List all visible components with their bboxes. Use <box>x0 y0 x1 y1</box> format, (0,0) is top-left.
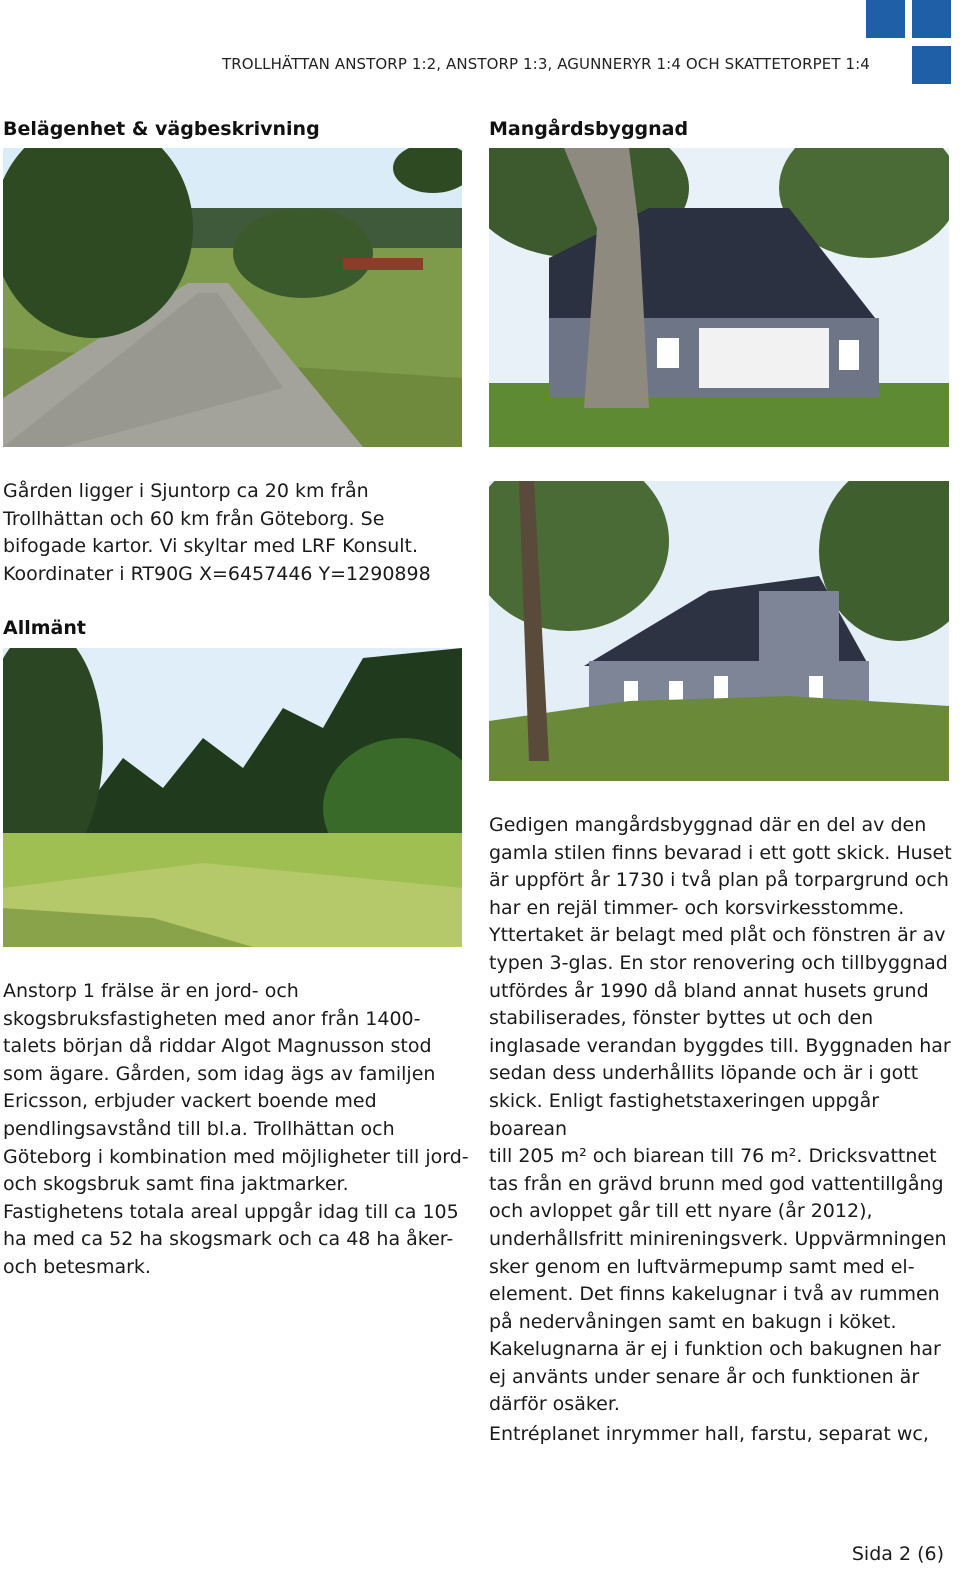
location-line: Trollhättan och 60 km från Göteborg. Se <box>3 507 385 530</box>
main-house-photo <box>489 148 949 447</box>
description-line: element. Det finns kakelugnar i två av rummen <box>489 1283 940 1306</box>
location-description <box>3 478 473 588</box>
general-line: Anstorp 1 frälse är en jord- och <box>3 980 299 1002</box>
logo-square-2 <box>912 0 951 38</box>
logo-square-3 <box>912 46 951 84</box>
description-line: inglasade verandan byggdes till. Byggnaden har <box>489 1034 951 1057</box>
main-building-description <box>489 812 959 1419</box>
location-line: Gården ligger i Sjuntorp ca 20 km från <box>3 480 369 502</box>
main-building-heading: Mangårdsbyggnad <box>489 118 689 140</box>
general-heading: Allmänt <box>3 617 86 639</box>
description-line: skick. Enligt fastighetstaxeringen uppgår boarean <box>489 1089 880 1140</box>
description-line: har en rejäl timmer- och korsvirkesstomme. <box>489 896 905 919</box>
general-line: pendlingsavstånd till bl.a. Trollhättan och <box>3 1117 395 1140</box>
general-line: och skogsbruk samt fina jaktmarker. <box>3 1173 349 1196</box>
logo-square-1 <box>866 0 905 38</box>
general-line: och betesmark. <box>3 1255 151 1278</box>
description-line: på nedervåningen samt en bakugn i köket. <box>489 1310 897 1333</box>
description-line: Kakelugnarna är ej i funktion och bakugnen har <box>489 1338 941 1361</box>
description-line: därför osäker. <box>489 1393 620 1416</box>
description-line: till 205 m² och biarean till 76 m². Dricksvattnet <box>489 1145 937 1168</box>
entry-floor-text: Entréplanet inrymmer hall, farstu, separat wc, <box>489 1423 929 1445</box>
general-description <box>3 978 473 1282</box>
description-line: Yttertaket är belagt med plåt och fönstren är av <box>489 924 946 947</box>
description-line: stabiliserades, fönster byttes ut och den <box>489 1007 874 1030</box>
location-line: bifogade kartor. Vi skyltar med LRF Konsult. <box>3 535 419 558</box>
meadow-photo <box>3 648 462 947</box>
description-line: typen 3-glas. En stor renovering och tillbyggnad <box>489 951 948 974</box>
description-line: gamla stilen finns bevarad i ett gott skick. Huset <box>489 841 952 864</box>
description-line: och avloppet går till ett nyare (år 2012), <box>489 1200 873 1223</box>
description-line: tas från en grävd brunn med god vattentillgång <box>489 1172 944 1195</box>
description-line: är uppfört år 1730 i två plan på torpargrund och <box>489 869 949 892</box>
document-header: TROLLHÄTTAN ANSTORP 1:2, ANSTORP 1:3, AGUNNERYR 1:4 OCH SKATTETORPET 1:4 <box>222 55 870 73</box>
description-line: sedan dess underhållits löpande och är i gott <box>489 1062 919 1085</box>
general-line: talets början då riddar Algot Magnusson stod <box>3 1035 432 1058</box>
general-line: som ägare. Gården, som idag ägs av familjen <box>3 1062 436 1085</box>
general-line: ha med ca 52 ha skogsmark och ca 48 ha åker- <box>3 1228 454 1251</box>
location-line: Koordinater i RT90G X=6457446 Y=1290898 <box>3 562 431 585</box>
description-line: Gedigen mangårdsbyggnad där en del av den <box>489 814 927 836</box>
general-line: Göteborg i kombination med möjligheter till jord- <box>3 1145 469 1168</box>
house-hill-photo <box>489 481 949 781</box>
description-line: utfördes år 1990 då bland annat husets grund <box>489 979 929 1002</box>
description-line: underhållsfritt minireningsverk. Uppvärmningen <box>489 1227 947 1250</box>
location-heading: Belägenhet & vägbeskrivning <box>3 118 320 140</box>
page-number: Sida 2 (6) <box>851 1543 944 1565</box>
general-line: Ericsson, erbjuder vackert boende med <box>3 1090 377 1113</box>
road-photo <box>3 148 462 447</box>
description-line: ej använts under senare år och funktionen är <box>489 1365 920 1388</box>
general-line: Fastighetens totala areal uppgår idag till ca 105 <box>3 1200 459 1223</box>
description-line: sker genom en luftvärmepump samt med el- <box>489 1255 915 1278</box>
general-line: skogsbruksfastigheten med anor från 1400- <box>3 1007 421 1030</box>
